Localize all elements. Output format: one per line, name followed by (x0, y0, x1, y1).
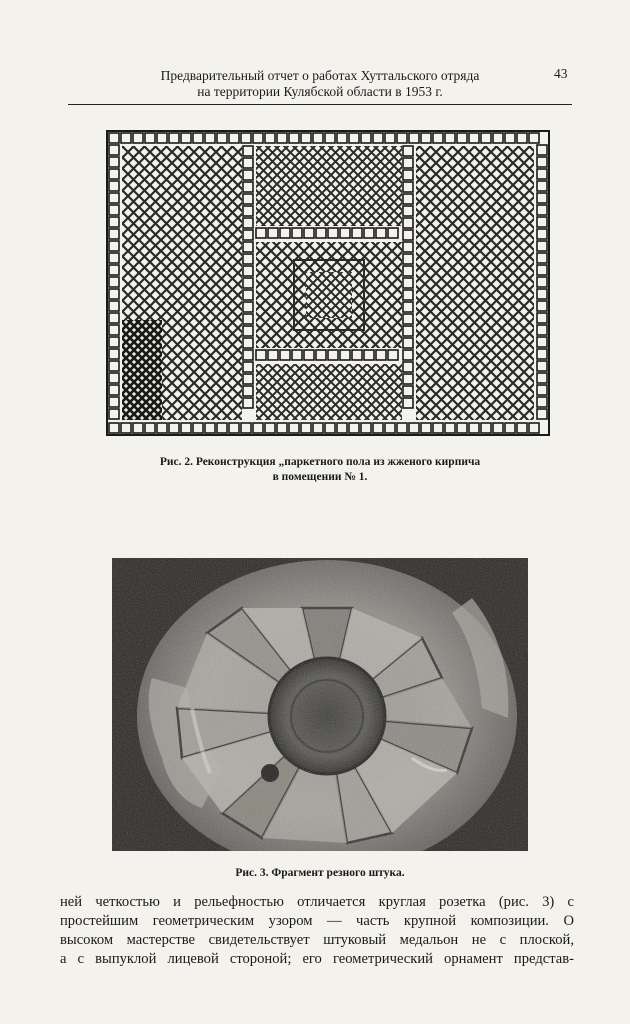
figure3-caption: Рис. 3. Фрагмент резного штука. (235, 867, 405, 879)
body-line: простейшим геометрическим узором — часть крупной композиции. О (60, 913, 574, 929)
body-line: а с выпуклой лицевой стороной; его геометрический орнамент представ- (60, 951, 574, 967)
page-number: 43 (554, 66, 568, 81)
running-title-line2: на территории Кулябской области в 1953 г. (197, 84, 443, 99)
carved-stucco-photograph (112, 558, 528, 851)
figure-carved-stucco-rosette (112, 558, 528, 851)
header-rule (68, 104, 572, 105)
body-paragraph (60, 893, 574, 969)
running-head (70, 68, 570, 100)
body-line: высоком мастерстве свидетельствует штуковый медальон не с плоской, (60, 932, 574, 948)
parquet-floor-drawing (106, 130, 550, 436)
figure-parquet-floor-reconstruction (106, 130, 550, 436)
figure2-caption-line1: Рис. 2. Реконструкция „паркетного пола из жженого кирпича (159, 456, 481, 468)
figure2-caption-line2: в помещении № 1. (272, 471, 368, 483)
figure2-caption (80, 455, 560, 485)
body-line: ней четкостью и рельефностью отличается круглая розетка (рис. 3) с (60, 894, 574, 910)
running-title-line1: Предварительный отчет о работах Хуттальского отряда (160, 68, 480, 83)
